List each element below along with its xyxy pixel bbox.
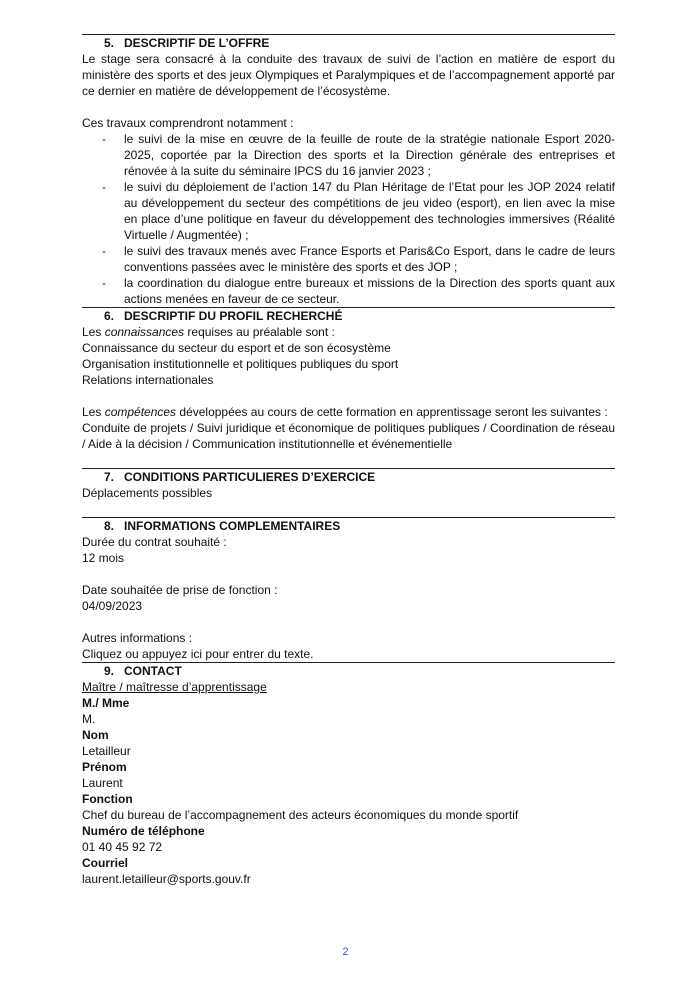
field-label: Prénom [82, 760, 127, 774]
list-item: - le suivi des travaux menés avec France Esports et Paris&Co Esport, dans le cadre de leurs conventions passées avec le ministère des sports et des JOP ; [102, 244, 615, 274]
document-page [82, 0, 615, 887]
field-label: Numéro de téléphone [82, 824, 205, 838]
section-title: INFORMATIONS COMPLEMENTAIRES [124, 519, 341, 533]
section-title: CONTACT [124, 664, 182, 678]
other-info-placeholder[interactable]: Cliquez ou appuyez ici pour entrer du texte. [82, 647, 314, 661]
field-value: Chef du bureau de l’accompagnement des acteurs économiques du monde sportif [82, 808, 519, 822]
list-item: - la coordination du dialogue entre bureaux et missions de la Direction des sports quant aux actions menées en faveur de ce secteur. [102, 276, 615, 306]
section-heading: 6. DESCRIPTIF DU PROFIL RECHERCHÉ [104, 309, 343, 323]
start-date-label: Date souhaitée de prise de fonction : [82, 583, 278, 597]
conditions-text: Déplacements possibles [82, 486, 213, 500]
contact-email: laurent.letailleur@sports.gouv.fr [82, 872, 251, 886]
section-profil-recherche [82, 307, 615, 468]
knowledge-item: Connaissance du secteur du esport et de son écosystème [82, 341, 391, 355]
field-label: M./ Mme [82, 696, 130, 710]
start-date-value: 04/09/2023 [82, 599, 143, 613]
section-title: CONDITIONS PARTICULIERES D’EXERCICE [124, 470, 376, 484]
field-value: Letailleur [82, 744, 131, 758]
knowledge-lead: Les connaissances requises au préalable sont : [82, 325, 335, 339]
field-value: M. [82, 712, 96, 726]
duration-label: Durée du contrat souhaité : [82, 535, 227, 549]
section-informations [82, 517, 615, 662]
section-conditions [82, 468, 615, 517]
section-title: DESCRIPTIF DU PROFIL RECHERCHÉ [124, 309, 343, 323]
section-heading: 5. DESCRIPTIF DE L’OFFRE [104, 36, 270, 50]
section-heading: 9. CONTACT [104, 664, 182, 678]
offer-lead: Ces travaux comprendront notamment : [82, 116, 294, 130]
field-label: Fonction [82, 792, 133, 806]
section-title: DESCRIPTIF DE L’OFFRE [124, 36, 270, 50]
section-descriptif-offre [82, 34, 615, 307]
offer-task-list [82, 131, 615, 307]
field-value: 01 40 45 92 72 [82, 840, 163, 854]
knowledge-item: Relations internationales [82, 373, 214, 387]
knowledge-item: Organisation institutionnelle et politiques publiques du sport [82, 357, 399, 371]
competences-lead: Les compétences développées au cours de cette formation en apprentissage seront les suivantes : [82, 405, 608, 419]
competences-text: Conduite de projets / Suivi juridique et économique de politiques publiques / Coordination de réseau / Aide à la décision / Communication institutionnelle et événementielle [82, 421, 615, 451]
list-item: - le suivi de la mise en œuvre de la feuille de route de la stratégie nationale Esport 2020-2025, coportée par la Direction des sports et la Direction générale des entreprises et rénovée à la suite du séminaire IPCS du 16 janvier 2023 ; [102, 132, 615, 178]
field-value: Laurent [82, 776, 123, 790]
section-heading: 8. INFORMATIONS COMPLEMENTAIRES [104, 519, 341, 533]
field-label: Courriel [82, 856, 129, 870]
section-heading: 7. CONDITIONS PARTICULIERES D’EXERCICE [104, 470, 376, 484]
field-label: Nom [82, 728, 109, 742]
other-info-label: Autres informations : [82, 631, 193, 645]
list-item: - le suivi du déploiement de l’action 147 du Plan Héritage de l’Etat pour les JOP 2024 relatif au développement du secteur des compétitions de jeu video (esport), en lien avec la mise en place d’une politique en faveur du développement des technologies immersives (Réalité Virtuelle / Augmentée) ; [102, 180, 615, 242]
offer-intro: Le stage sera consacré à la conduite des travaux de suivi de l’action en matière de esport du ministère des sports et des jeux Olympiques et Paralympiques et de l’accompagnement apporté par ce dernier en matière de développement de l’écosystème. [82, 52, 615, 98]
duration-value: 12 mois [82, 551, 125, 565]
page-number: 2 [342, 946, 349, 958]
contact-subtitle: Maître / maîtresse d’apprentissage [82, 680, 267, 694]
section-contact [82, 662, 615, 887]
